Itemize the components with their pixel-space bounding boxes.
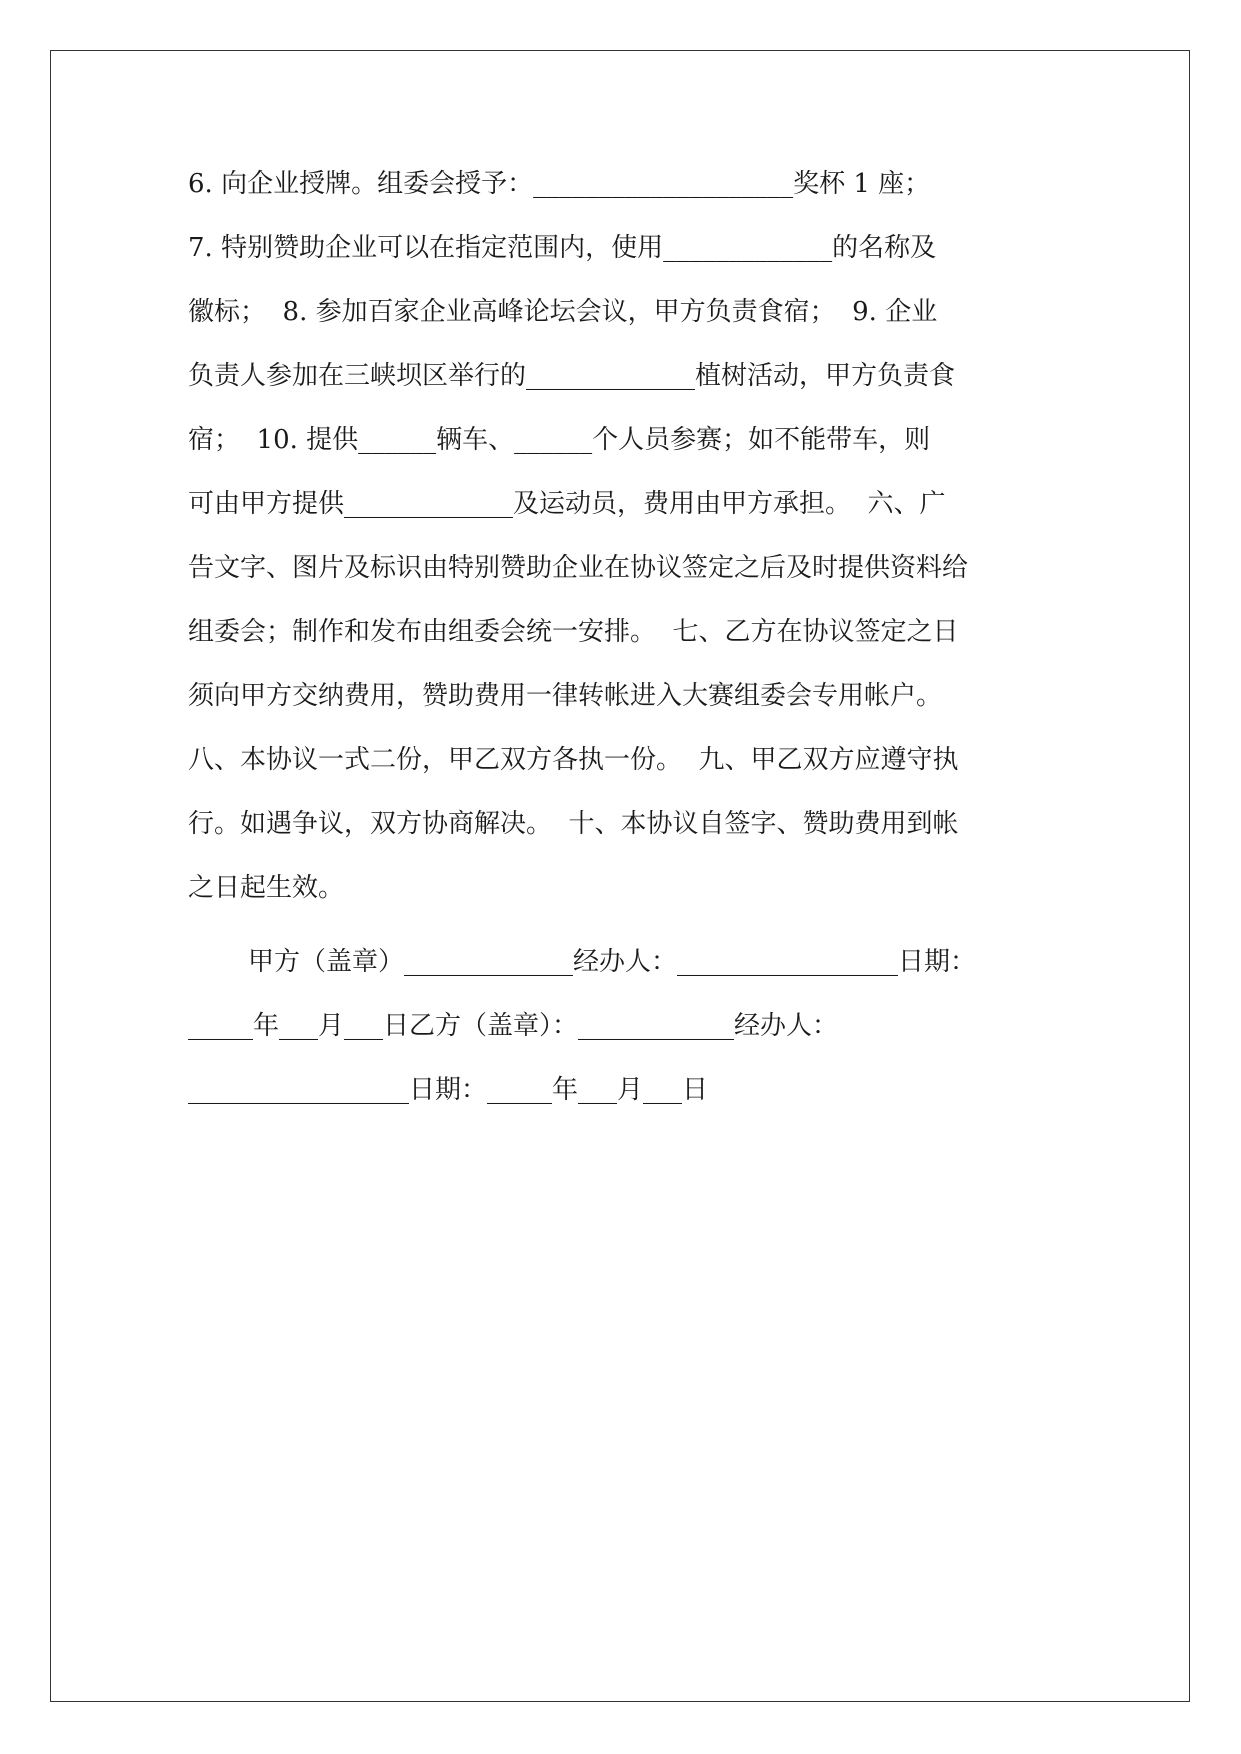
signature-line-party-a: 甲方（盖章）_____________经办人：_________________日期：: [248, 947, 977, 977]
body-text-line: 负责人参加在三峡坝区举行的_____________植树活动，甲方负责食: [188, 361, 956, 391]
body-text-line: 6. 向企业授牌。组委会授予：____________________奖杯 1 座；: [188, 169, 931, 199]
body-text-line: 行。如遇争议，双方协商解决。 十、本协议自签字、赞助费用到帐: [188, 809, 959, 839]
body-text-line: 宿； 10. 提供______辆车、______个人员参赛；如不能带车，则: [188, 425, 931, 455]
body-text-line: 八、本协议一式二份，甲乙双方各执一份。 九、甲乙双方应遵守执: [188, 745, 959, 775]
body-text-line: 之日起生效。: [188, 873, 345, 903]
body-text-line: 可由甲方提供_____________及运动员，费用由甲方承担。 六、广: [188, 489, 946, 519]
signature-line-date: _________________日期：_____年___月___日: [188, 1075, 709, 1105]
body-text-line: 7. 特别赞助企业可以在指定范围内，使用_____________的名称及: [188, 233, 937, 263]
body-text-line: 组委会；制作和发布由组委会统一安排。 七、乙方在协议签定之日: [188, 617, 959, 647]
body-text-line: 告文字、图片及标识由特别赞助企业在协议签定之后及时提供资料给: [188, 553, 969, 583]
body-text-line: 徽标； 8. 参加百家企业高峰论坛会议，甲方负责食宿； 9. 企业: [188, 297, 938, 327]
signature-line-party-b: _____年___月___日乙方（盖章）：____________经办人：: [188, 1011, 839, 1041]
body-text-line: 须向甲方交纳费用，赞助费用一律转帐进入大赛组委会专用帐户。: [188, 681, 943, 711]
